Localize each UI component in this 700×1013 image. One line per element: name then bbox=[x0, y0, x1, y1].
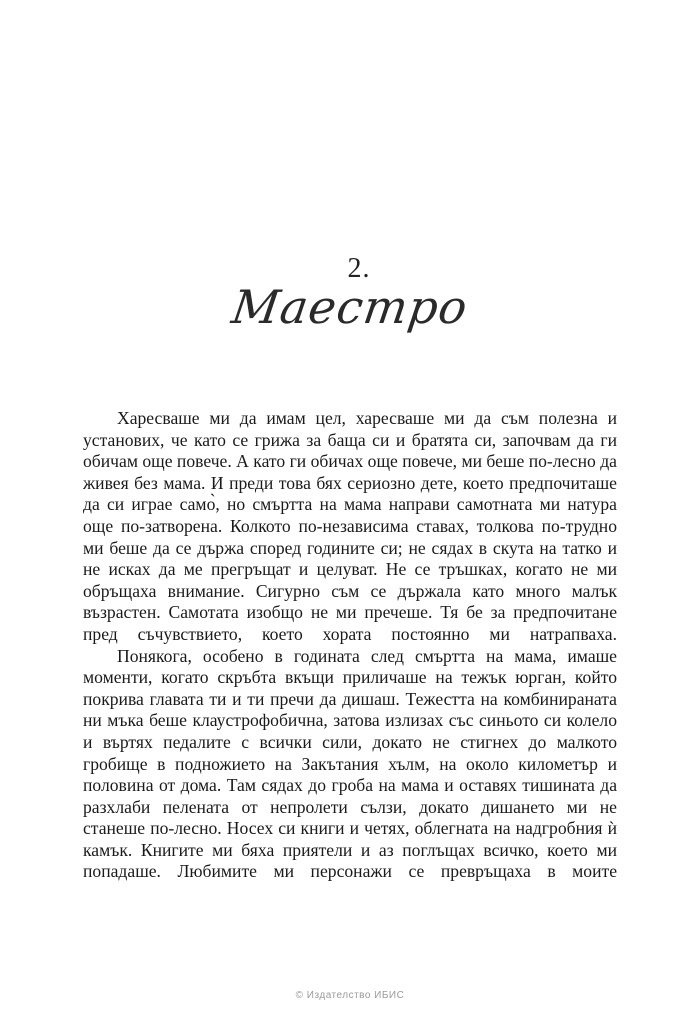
chapter-title: Маестро bbox=[228, 280, 472, 334]
footer-copyright: © Издателство ИБИС bbox=[295, 990, 405, 1001]
chapter-body bbox=[83, 408, 617, 883]
paragraph-1: Харесваше ми да имам цел, харесваше ми да съм полезна и установих, че като се грижа за баща си и братята си, започвам да ги обичам още повече. А като ги обичах още повече, ми беше по-лесно да живея без мама. И преди това бях сериозно дете, което предпочиташе да си играе само̀, но смъртта на мама направи самотната ми натура още по-затворена. Колкото по-независима ставах, толкова по-трудно ми беше да се държа според годините си; не сядах в скута на татко и не исках да ме прегръщат и целуват. Не се тръшках, когато не ми обръщаха внимание. Сигурно съм се държала като много малък възрастен. Самотата изобщо не ми пречеше. Тя бе за предпочитане пред съчувствието, което хората постоянно ми натрапваха. bbox=[83, 408, 617, 644]
paragraph-2: Понякога, особено в годината след смъртта на мама, имаше моменти, когато скръбта вкъщи приличаше на тежък юрган, който покрива главата ти и ти пречи да дишаш. Тежестта на комбинираната ни мъка беше клаустрофобична, затова излизах със синьото си колело и въртях педалите с всички сили, докато не стигнех до малкото гробище в подножието на Закътания хълм, на около километър и половина от дома. Там сядах до гроба на мама и оставях тишината да разхлаби пелената от непролети сълзи, докато дишането ми не станеше по-лесно. Носех си книги и четях, облегната на надгробния ѝ камък. Книгите ми бяха приятели и аз поглъщах всичко, което ми попадаше. Любимите ми персонажи се превръщаха в моите bbox=[83, 645, 617, 882]
chapter-number-text: 2. bbox=[347, 253, 371, 284]
